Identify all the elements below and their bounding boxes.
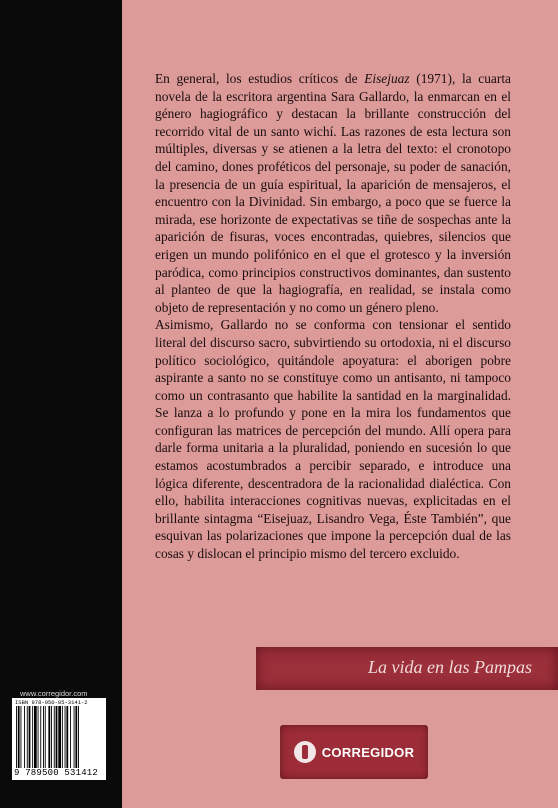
blurb-paragraph-1: En general, los estudios críticos de Eisejuaz (1971), la cuarta novela de la escritora argentina Sara Gallardo, la enmarcan en el género hagiográfico y destacan la brillante construcción del recorrido vital de un santo wichí. Las razones de esta lectura son múltiples, diversas y se atienen a la letra del texto: el cronotopo del camino, dones proféticos del personaje, su poder de sanación, la presencia de un guía espiritual, la aparición de mensajeros, el encuentro con la Divinidad. Sin embargo, a poco que se fuerce la mirada, ese horizonte de expectativas se tiñe de sospechas ante la aparición de fisuras, voces encontradas, quiebres, silencios que erigen un mundo polifónico en el que el grotesco y la inversión paródica, como principios constructivos dominantes, dan sustento al planteo de que la hagiografía, en realidad, se instala como objeto de representación y no como un género pleno. xyxy=(155,71,511,315)
collection-title: La vida en las Pampas xyxy=(368,657,532,677)
book-spine xyxy=(0,0,122,808)
publisher-website: www.corregidor.com xyxy=(20,689,88,698)
isbn-text: ISBN 978-950-05-3141-2 xyxy=(15,699,88,706)
back-cover-blurb xyxy=(155,70,511,563)
barcode-image xyxy=(15,706,103,768)
publisher-name: CORREGIDOR xyxy=(321,744,415,760)
novel-title: Eisejuaz xyxy=(364,71,410,86)
publisher-logo xyxy=(280,725,428,779)
barcode-digits: 9 789500 531412 xyxy=(14,768,99,778)
corregidor-seal-icon xyxy=(294,741,316,763)
blurb-paragraph-2: Asimismo, Gallardo no se conforma con tensionar el sentido literal del discurso sacro, subvirtiendo su ortodoxia, ni el discurso político sociológico, quitándole apoyatura: el aborigen pobre aspirante a santo no se constituye como un antisanto, ni tampoco como un contrasanto que habilite la santidad en la marginalidad. Se lanza a lo profundo y pone en la mira los fundamentos que configuran las matrices de percepción del mundo. Allí opera para darle forma unitaria a la pluralidad, poniendo en sucesión lo que estamos acostumbrados a percibir separado, e introduce una lógica diferente, descentradora de la racionalidad dialéctica. Con ello, habilita interacciones cognitivas nuevas, explicitadas en el brillante sintagma “Eisejuaz, Lisandro Vega, Éste También”, que esquivan las polarizaciones que impone la percepción dual de las cosas y dislocan el principio mismo del tercero excluido. xyxy=(155,317,511,562)
